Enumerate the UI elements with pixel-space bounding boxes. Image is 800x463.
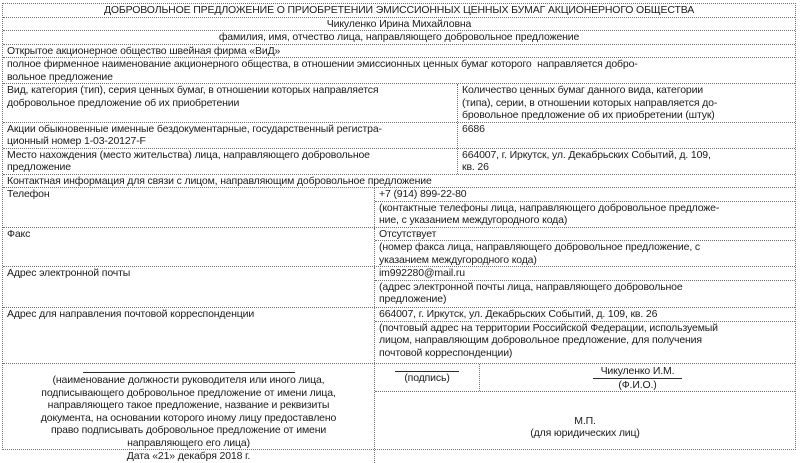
phone-value: +7 (914) 899-22-80 (375, 188, 795, 202)
securities-qty-header-line: (типа), серии, в отношении которых направляется до- (462, 96, 718, 109)
email-caption-line: (адрес электронной почты лица, направляющего добровольное (379, 280, 683, 293)
fax-value-cell (374, 228, 795, 267)
seal-caption: (для юридических лиц) (530, 427, 640, 440)
date-value: Дата «21» декабря 2018 г. (126, 450, 251, 462)
sender-name: Чикуленко Ирина Михайловна (326, 17, 472, 30)
phone-caption-line: ние, с указанием междугородного кода) (379, 214, 568, 226)
seal-cell (375, 392, 795, 463)
location-value (457, 149, 795, 174)
fax-value: Отсутствует (375, 228, 795, 242)
voluntary-offer-form (2, 3, 796, 462)
position-signature-line (83, 369, 295, 373)
email-label-cell (3, 267, 374, 307)
phone-label: Телефон (7, 188, 50, 200)
signature-right-block (375, 364, 795, 463)
company-caption-line: полное фирменное наименование акционерного общества, в отношении эмиссионных ценных бумаг которого направляется добро- (7, 58, 638, 70)
company-name-row (3, 45, 795, 59)
postal-value: 664007, г. Иркутск, ул. Декабрьских Событий, д. 109, кв. 26 (375, 308, 795, 322)
postal-caption-line: лицом, направляющим добровольное предложение, для получения (379, 334, 702, 346)
fax-row (3, 228, 795, 268)
company-caption-row (3, 58, 795, 84)
company-caption-line: вольное предложение (7, 70, 113, 83)
postal-value-cell (374, 308, 795, 363)
email-label: Адрес электронной почты (7, 267, 131, 279)
postal-caption-line: почтовой корреспонденции) (379, 346, 513, 359)
signature-column (375, 364, 480, 391)
securities-qty-header-line: Количество ценных бумаг данного вида, категории (462, 84, 703, 96)
company-name: Открытое акционерное общество швейная фирма «ВиД» (7, 44, 281, 57)
securities-qty-value: 6686 (462, 122, 485, 135)
fax-label: Факс (7, 227, 31, 240)
position-caption-line: (наименование должности руководителя или иного лица, (52, 374, 325, 386)
securities-value-row (3, 123, 795, 149)
page-title: ДОБРОВОЛЬНОЕ ПРЕДЛОЖЕНИЕ О ПРИОБРЕТЕНИИ ЭМИССИОННЫХ ЦЕННЫХ БУМАГ АКЦИОНЕРНОГО ОБЩЕСТВА (103, 4, 695, 16)
signatory-name-caption: (Ф.И.О.) (618, 378, 657, 391)
securities-type-header-line: Вид, категория (тип), серия ценных бумаг, в отношении которых направляется (7, 84, 379, 96)
location-row (3, 149, 795, 175)
location-value-line: кв. 26 (462, 161, 489, 173)
position-caption-line: направляющего его лица) (127, 436, 250, 449)
seal-label: М.П. (574, 414, 596, 427)
fax-caption-line: указанием междугородного кода) (379, 253, 537, 266)
fax-label-cell (3, 228, 374, 267)
location-label (3, 149, 457, 174)
position-caption-line: право подписывать добровольное предложение от имени (50, 424, 327, 436)
email-value-cell (374, 267, 795, 307)
email-caption-line: предложение) (379, 293, 447, 305)
sign-name-row (375, 364, 795, 392)
postal-row (3, 308, 795, 364)
position-caption-line: подписывающего добровольное предложение от имени лица, (41, 386, 336, 399)
title-row (3, 4, 795, 18)
location-label-line: Место нахождения (место жительства) лица, направляющего добровольное (7, 148, 370, 161)
securities-type-value-line: Акции обыкновенные именные бездокументарные, государственный регистра- (7, 122, 382, 135)
postal-caption-line: (почтовый адрес на территории Российской Федерации, используемый (379, 321, 718, 334)
signature-caption: (подпись) (404, 372, 450, 384)
securities-type-value (3, 123, 457, 148)
phone-label-cell (3, 188, 374, 227)
sender-name-caption: фамилия, имя, отчество лица, направляющего добровольное предложение (218, 31, 580, 43)
signatory-position-caption (3, 364, 374, 450)
securities-qty-value-cell (457, 123, 795, 148)
securities-type-value-line: ционный номер 1-03-20127-F (7, 135, 146, 147)
securities-header-row (3, 84, 795, 123)
fax-caption-line: (номер факса лица, направляющего добровольное предложение, с (379, 241, 700, 253)
date-row (3, 450, 374, 463)
location-value-line: 664007, г. Иркутск, ул. Декабрьских Событий, д. 109, (462, 148, 711, 161)
fio-column (480, 364, 795, 391)
location-label-line: предложение (7, 161, 71, 173)
securities-qty-header-line: бровольное предложение об их приобретении (штук) (462, 109, 715, 121)
phone-row (3, 188, 795, 228)
securities-type-header-line: добровольное предложение об их приобретении (7, 96, 240, 109)
email-value: im992280@mail.ru (375, 267, 795, 281)
contact-section-header-row (3, 175, 795, 189)
email-row (3, 267, 795, 308)
securities-qty-header (457, 84, 795, 122)
phone-value-cell (374, 188, 795, 227)
signature-section (3, 364, 795, 463)
phone-caption-line: (контактные телефоны лица, направляющего добровольное предложе- (379, 201, 720, 214)
signatory-position-column (3, 364, 375, 463)
position-caption-line: документа, на основании которого иному лицу предоставлено (40, 411, 337, 424)
postal-label: Адрес для направления почтовой корреспонденции (7, 308, 255, 320)
securities-type-header (3, 84, 457, 122)
sender-name-caption-row (3, 31, 795, 45)
sender-name-row (3, 18, 795, 32)
position-caption-line: направляющего такое предложение, название и реквизиты (47, 399, 330, 411)
contact-section-header: Контактная информация для связи с лицом, направляющим добровольное предложение (7, 174, 432, 187)
postal-label-cell (3, 308, 374, 363)
signatory-name: Чикуленко И.М. (593, 364, 683, 379)
